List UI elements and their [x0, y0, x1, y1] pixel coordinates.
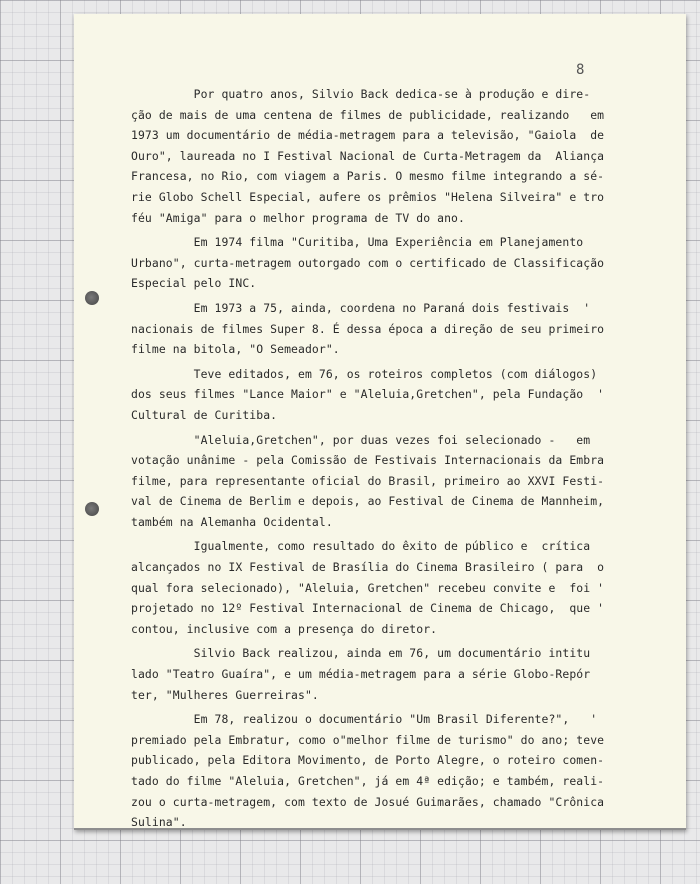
paragraph: [131, 643, 636, 705]
text-line: premiado pela Embratur, como o"melhor filme de turismo" do ano; teve: [131, 732, 605, 747]
paragraph: [131, 709, 636, 833]
text-line: alcançados no IX Festival de Brasília do Cinema Brasileiro ( para o: [131, 560, 605, 575]
text-line: Em 1973 a 75, ainda, coordena no Paraná dois festivais ': [131, 300, 591, 315]
typed-text-body: [131, 84, 636, 833]
text-line: Urbano", curta-metragem outorgado com o certificado de Classificação: [131, 255, 605, 270]
text-line: val de Cinema de Berlim e depois, ao Festival de Cinema de Mannheim,: [131, 494, 605, 509]
text-line: 1973 um documentário de média-metragem para a televisão, "Gaiola de: [131, 128, 605, 143]
text-line: féu "Amiga" para o melhor programa de TV do ano.: [131, 210, 465, 225]
document-page: [74, 14, 686, 830]
text-line: Teve editados, em 76, os roteiros completos (com diálogos): [131, 366, 598, 381]
punch-hole: [85, 291, 99, 305]
paragraph: [131, 84, 636, 228]
text-line: Em 78, realizou o documentário "Um Brasil Diferente?", ': [131, 712, 598, 727]
text-line: filme, para representante oficial do Brasil, primeiro ao XXVI Festi-: [131, 473, 605, 488]
text-line: publicado, pela Editora Movimento, de Porto Alegre, o roteiro comen-: [131, 753, 605, 768]
paragraph: [131, 364, 636, 426]
text-line: Por quatro anos, Silvio Back dedica-se à produção e dire-: [131, 87, 591, 101]
text-line: votação unânime - pela Comissão de Festivais Internacionais da Embra: [131, 453, 605, 468]
paragraph: [131, 430, 636, 533]
text-line: Silvio Back realizou, ainda em 76, um documentário intitu: [131, 646, 591, 661]
page-number: 8: [576, 62, 585, 78]
text-line: tado do filme "Aleluia, Gretchen", já em 4ª edição; e também, reali-: [131, 774, 605, 788]
paragraph: [131, 536, 636, 639]
text-line: também na Alemanha Ocidental.: [131, 514, 333, 529]
text-line: filme na bitola, "O Semeador".: [131, 342, 340, 357]
text-line: Sulina".: [131, 815, 187, 830]
text-line: Ouro", laureada no I Festival Nacional de Curta-Metragem da Aliança: [131, 148, 605, 163]
paragraph: [131, 298, 636, 360]
text-line: rie Globo Schell Especial, aufere os prêmios "Helena Silveira" e tro: [131, 189, 605, 204]
text-line: qual fora selecionado), "Aleluia, Gretchen" recebeu convite e foi ': [131, 580, 605, 595]
text-line: Cultural de Curitiba.: [131, 407, 278, 422]
paragraph: [131, 232, 636, 294]
text-line: Francesa, no Rio, com viagem a Paris. O mesmo filme integrando a sé-: [131, 169, 605, 184]
text-line: ter, "Mulheres Guerreiras".: [131, 687, 319, 702]
text-line: projetado no 12º Festival Internacional de Cinema de Chicago, que ': [131, 601, 605, 616]
text-line: ção de mais de uma centena de filmes de publicidade, realizando em: [131, 107, 605, 122]
text-line: Em 1974 filma "Curitiba, Uma Experiência em Planejamento: [131, 235, 584, 250]
text-line: "Aleluia,Gretchen", por duas vezes foi selecionado - em: [131, 432, 591, 447]
text-line: contou, inclusive com a presença do diretor.: [131, 621, 438, 636]
text-line: dos seus filmes "Lance Maior" e "Aleluia,Gretchen", pela Fundação ': [131, 387, 605, 402]
text-line: nacionais de filmes Super 8. É dessa época a direção de seu primeiro: [131, 321, 605, 336]
punch-hole: [85, 502, 99, 516]
text-line: lado "Teatro Guaíra", e um média-metragem para a série Globo-Repór: [131, 667, 591, 682]
text-line: zou o curta-metragem, com texto de Josué Guimarães, chamado "Crônica: [131, 794, 605, 809]
text-line: Especial pelo INC.: [131, 276, 257, 291]
text-line: Igualmente, como resultado do êxito de público e crítica: [131, 539, 591, 554]
